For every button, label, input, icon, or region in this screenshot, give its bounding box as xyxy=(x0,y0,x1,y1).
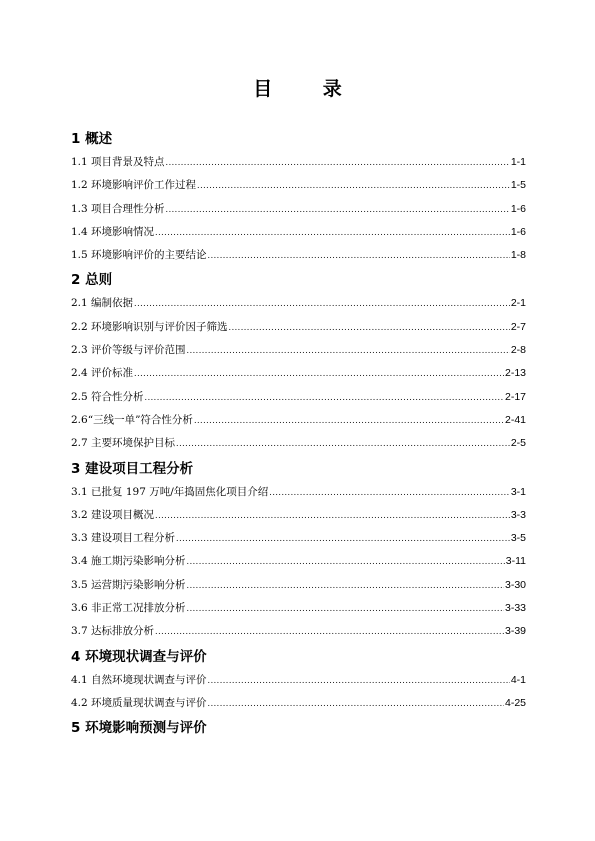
toc-entry[interactable] xyxy=(71,669,526,692)
toc-entry[interactable] xyxy=(71,221,526,244)
toc-entry-label: 1.1 项目背景及特点 xyxy=(71,156,165,168)
toc-entry-label: 1.3 项目合理性分析 xyxy=(71,202,165,215)
toc-entry-page: 1-6 xyxy=(510,225,526,238)
toc-entry[interactable] xyxy=(71,244,526,267)
toc-entry[interactable] xyxy=(71,339,526,362)
dot-leader xyxy=(187,339,510,362)
toc-entry-label: 4.2 环境质量现状调查与评价 xyxy=(71,696,207,709)
toc-entry-label: 1.4 环境影响情况 xyxy=(71,225,155,238)
toc-chapter-heading[interactable]: 1 概述 xyxy=(71,131,113,147)
dot-leader xyxy=(155,620,504,643)
toc-entry[interactable] xyxy=(71,574,526,597)
dot-leader xyxy=(197,174,510,197)
toc-entry-label: 4.1 自然环境现状调查与评价 xyxy=(71,673,207,686)
table-of-contents xyxy=(71,128,526,742)
toc-entry[interactable] xyxy=(71,504,526,527)
toc-entry[interactable] xyxy=(71,362,526,385)
toc-entry-label: 2.2 环境影响识别与评价因子筛选 xyxy=(71,320,228,333)
toc-entry-label: 3.2 建设项目概况 xyxy=(71,508,155,521)
toc-entry-page: 2-5 xyxy=(510,437,526,450)
toc-entry-page: 3-33 xyxy=(504,602,526,615)
toc-entry-page: 3-39 xyxy=(504,625,526,638)
dot-leader xyxy=(187,597,504,620)
toc-entry-page: 1-5 xyxy=(510,179,526,192)
toc-entry-label: 3.7 达标排放分析 xyxy=(71,625,155,638)
toc-entry[interactable] xyxy=(71,620,526,643)
chapter-spacer xyxy=(71,740,526,742)
toc-entry-page: 2-8 xyxy=(510,344,526,357)
dot-leader xyxy=(176,432,510,455)
dot-leader xyxy=(208,692,504,715)
toc-entry-label: 2.1 编制依据 xyxy=(71,297,134,310)
page-title: 目 录 xyxy=(253,78,364,100)
dot-leader xyxy=(176,527,510,550)
toc-entry-page: 1-6 xyxy=(510,202,526,215)
toc-entry[interactable] xyxy=(71,174,526,197)
dot-leader xyxy=(145,386,504,409)
toc-entry-page: 3-1 xyxy=(510,485,526,498)
toc-chapter-heading[interactable]: 2 总则 xyxy=(71,272,113,289)
toc-entry[interactable] xyxy=(71,198,526,221)
dot-leader xyxy=(269,481,510,504)
toc-entry-label: 2.6“三线一单”符合性分析 xyxy=(71,413,193,426)
toc-entry-label: 1.5 环境影响评价的主要结论 xyxy=(71,249,207,262)
dot-leader xyxy=(208,244,510,267)
dot-leader xyxy=(166,151,510,174)
toc-entry-page: 3-11 xyxy=(505,555,526,568)
toc-entry-label: 3.3 建设项目工程分析 xyxy=(71,532,176,545)
toc-chapter-heading[interactable]: 4 环境现状调查与评价 xyxy=(71,648,207,665)
toc-entry[interactable] xyxy=(71,550,526,573)
dot-leader xyxy=(155,221,510,244)
toc-entry-label: 3.4 施工期污染影响分析 xyxy=(71,555,186,568)
toc-entry-page: 3-3 xyxy=(510,508,526,521)
dot-leader xyxy=(187,550,505,573)
toc-entry-label: 3.5 运营期污染影响分析 xyxy=(71,578,186,591)
dot-leader xyxy=(134,362,504,385)
toc-entry-label: 2.5 符合性分析 xyxy=(71,390,144,403)
dot-leader xyxy=(166,198,510,221)
toc-entry-label: 3.1 已批复 197 万吨/年捣固焦化项目介绍 xyxy=(71,485,269,498)
toc-entry-page: 3-30 xyxy=(504,578,526,591)
toc-entry-page: 4-1 xyxy=(510,673,526,686)
toc-entry[interactable] xyxy=(71,597,526,620)
toc-entry[interactable] xyxy=(71,527,526,550)
toc-chapter-heading[interactable]: 5 环境影响预测与评价 xyxy=(71,720,207,737)
dot-leader xyxy=(229,316,510,339)
toc-entry-page: 2-13 xyxy=(504,367,526,380)
dot-leader xyxy=(208,669,510,692)
toc-entry[interactable] xyxy=(71,409,526,432)
toc-entry-page: 1-8 xyxy=(510,249,526,262)
toc-entry-page: 2-41 xyxy=(504,413,526,426)
toc-entry-page: 2-1 xyxy=(510,297,526,310)
dot-leader xyxy=(187,574,504,597)
toc-entry-page: 1-1 xyxy=(510,156,526,168)
toc-entry[interactable] xyxy=(71,316,526,339)
toc-entry-page: 2-17 xyxy=(504,390,526,403)
toc-entry-label: 2.4 评价标准 xyxy=(71,367,134,380)
toc-entry-label: 1.2 环境影响评价工作过程 xyxy=(71,179,197,192)
dot-leader xyxy=(194,409,504,432)
toc-entry[interactable] xyxy=(71,692,526,715)
toc-entry[interactable] xyxy=(71,151,526,174)
toc-entry-label: 3.6 非正常工况排放分析 xyxy=(71,602,186,615)
toc-entry-label: 2.7 主要环境保护目标 xyxy=(71,437,176,450)
toc-entry-page: 4-25 xyxy=(504,696,526,709)
toc-entry[interactable] xyxy=(71,292,526,315)
dot-leader xyxy=(134,292,510,315)
toc-chapter-heading[interactable]: 3 建设项目工程分析 xyxy=(71,460,194,477)
toc-entry-page: 3-5 xyxy=(510,532,526,545)
toc-entry-label: 2.3 评价等级与评价范围 xyxy=(71,344,186,357)
dot-leader xyxy=(155,504,510,527)
toc-entry-page: 2-7 xyxy=(510,320,526,333)
toc-entry[interactable] xyxy=(71,481,526,504)
toc-entry[interactable] xyxy=(71,432,526,455)
toc-entry[interactable] xyxy=(71,386,526,409)
